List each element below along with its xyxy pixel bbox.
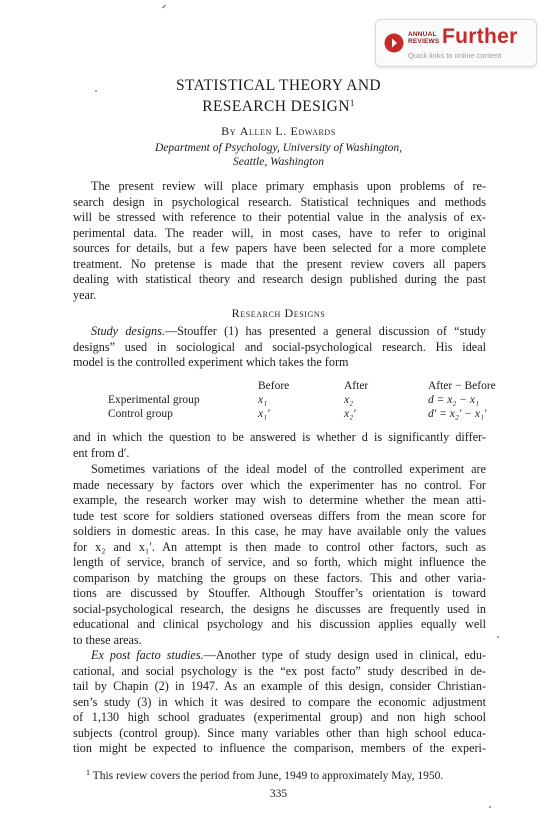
further-label: Further [442, 25, 518, 48]
footnote-ref[interactable]: 1 [349, 98, 355, 108]
article-title-line2: RESEARCH DESIGN$^1$ [202, 98, 355, 115]
footnote: $^1$ This review covers the period from June, 1949 to approximately May, 1950. [86, 768, 444, 782]
table-row: Experimental group x₁ x₂ d = x₂ − x₁ [108, 394, 479, 406]
study-designs-lead: Study designs. [91, 324, 165, 338]
section-heading: Research Designs [231, 306, 326, 320]
author-line: By Allen L. Edwards [221, 124, 336, 138]
annual-reviews-further-badge[interactable] [375, 19, 537, 67]
intro-paragraph: The present review will place primary emphasis upon problems of re- search design in psychological research. Statistical techniques and methods will be stressed with reference to their potential value in the analysis of ex- perimental data. The reader will, in most cases, have to refer to original sources for details, but a few papers have been selected for a more complete treatment. No pretense is made that the present review covers all papers dealing with statistical theory and research design published during the past year. [73, 179, 486, 302]
page-number: 335 [269, 788, 288, 800]
annual-reviews-logo: ANNUAL REVIEWS [408, 31, 440, 45]
further-subtitle: Quick links to online content [408, 51, 502, 60]
scan-mark [162, 5, 166, 9]
article-title-line1: STATISTICAL THEORY AND [175, 77, 382, 94]
author-name: Allen L. Edwards [239, 124, 336, 138]
table-row: Control group x₁′ x₂′ d′ = x₂′ − x₁′ [108, 408, 487, 420]
table-header-row: Before After After − Before [258, 380, 496, 392]
scan-speck [489, 806, 491, 808]
after-table-paragraph: and in which the question to be answered is whether d is significantly differ- ent from d′. [73, 430, 486, 460]
scan-speck [95, 90, 97, 92]
variations-paragraph: Sometimes variations of the ideal model of the controlled experiment are made necessary by factors over which the experimenter has no control. For example, the research worker may wish to determine whether the mean atti- tude test score for soldiers stationed overseas differs from the mean score for soldiers in domestic areas. In this case, he may have available only the values for x₂ and x₁′. An attempt is then made to control other factors, such as length of service, branch of service, and so forth, which might influence the comparison by matching the groups on these factors. This and other varia- tions are discussed by Stouffer. Although Stouffer’s orientation is toward social-psychological research, the designs he discusses are frequently used in educational and clinical psychology and his discussion applies equally well to these areas. [73, 462, 486, 647]
study-designs-paragraph: Study designs.—Stouffer (1) has presented a general discussion of “study designs” used in sociological and social-psychological research. His ideal model is the controlled experiment which takes the form [73, 324, 486, 369]
arrow-circle-icon [384, 33, 404, 53]
ex-post-facto-paragraph: Ex post facto studies.—Another type of study design used in clinical, edu- cational, and social psychology is the “ex post facto” study described in de- tail by Chapin (2) in 1947. As an example of this design, consider Christian- sen’s study (3) in which it was desired to compare the economic adjustment of 1,130 high school graduates (experimental group) and non high school subjects (control group). Since many variables other than high school educa- tion might be expected to influence the comparison, members of the experi- [73, 648, 486, 755]
ex-post-facto-lead: Ex post facto studies. [91, 648, 204, 662]
design-table [108, 379, 518, 421]
scan-speck [497, 636, 499, 638]
affiliation-line1: Department of Psychology, University of Washington, [154, 142, 403, 154]
affiliation-line2: Seattle, Washington [233, 156, 324, 168]
